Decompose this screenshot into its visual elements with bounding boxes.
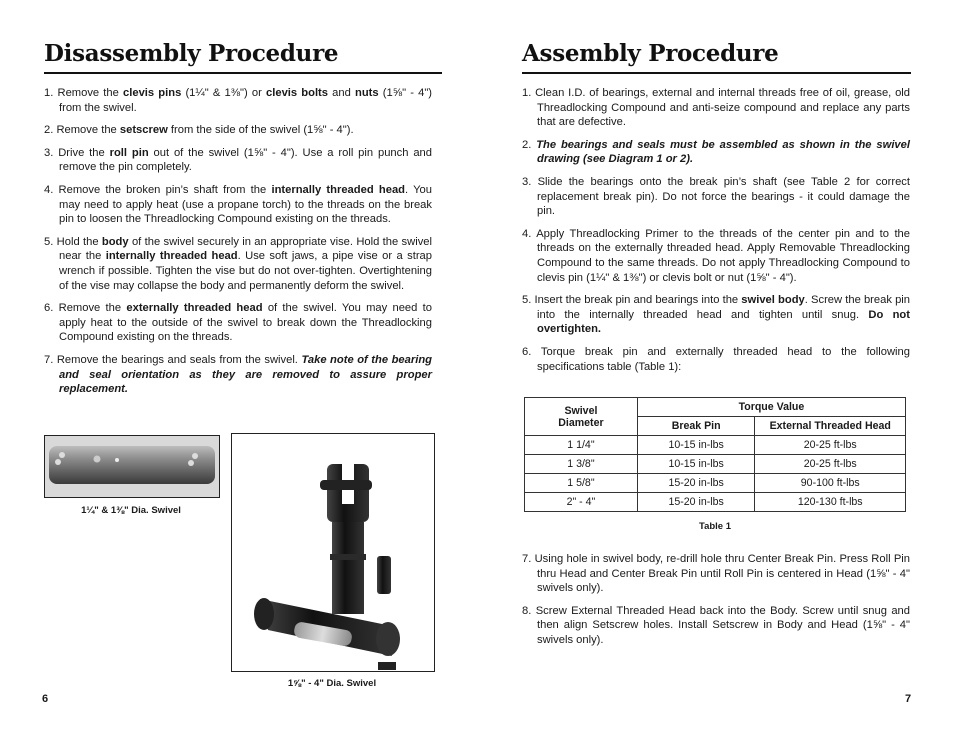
table-row <box>525 455 906 474</box>
heading-rule <box>522 72 911 74</box>
table-cell: 15-20 in-lbs <box>637 474 755 493</box>
page-number-right: 7 <box>905 693 912 705</box>
procedure-step: 7. Using hole in swivel body, re-drill hole thru Center Break Pin. Press Roll Pin thru Head and Center Break Pin until Roll Pin is centered in Head (1⅝" - 4" swivels only). <box>522 553 910 595</box>
procedure-step: 8. Screw External Threaded Head back into the Body. Screw until snug and then align Setscrew holes. Install Setscrew in Body and Head (1⅝" - 4" swivels only). <box>522 604 910 646</box>
large-swivel-photo <box>231 433 435 672</box>
table-cell: 10-15 in-lbs <box>637 436 755 455</box>
table-caption: Table 1 <box>698 521 732 532</box>
torque-table <box>524 397 906 512</box>
table-cell: 90-100 ft-lbs <box>755 474 906 493</box>
disassembly-steps <box>44 86 432 405</box>
table-row <box>525 474 906 493</box>
page-number-left: 6 <box>42 693 49 705</box>
procedure-step: 5. Insert the break pin and bearings into the swivel body. Screw the break pin into the internally threaded head and tighten until snug. Do not overtighten. <box>522 294 911 336</box>
procedure-step: 3. Slide the bearings onto the break pin’s shaft (see Table 2 for correct replacement break pin). Do not force the bearings - it could damage the pin. <box>522 175 910 218</box>
table-cell: 2" - 4" <box>525 493 638 512</box>
table-cell: 20-25 ft-lbs <box>755 436 906 455</box>
assembly-steps <box>522 86 910 382</box>
heading-rule <box>44 72 442 74</box>
procedure-step: 2. Remove the setscrew from the side of the swivel (1⅝" - 4"). <box>44 124 354 137</box>
table-cell: 1 3/8" <box>525 455 638 474</box>
procedure-step: 4. Apply Threadlocking Primer to the threads of the center pin and to the threads on the externally threaded head. Apply Removable Threadlocking Compound to the same threads. Do not apply Threadlocking Compound to clevis pin (1¼" & 1⅜") or clevis bolt or nut (1⅝" - 4"). <box>522 227 910 284</box>
table-row <box>525 436 906 455</box>
procedure-step: 3. Drive the roll pin out of the swivel (1⅝" - 4"). Use a roll pin punch and remove the pin completely. <box>44 146 432 174</box>
table-cell: 15-20 in-lbs <box>637 493 755 512</box>
header-external-threaded-head: External Threaded Head <box>755 417 906 436</box>
procedure-step: 6. Remove the externally threaded head of the swivel. You may need to apply heat to the outside of the swivel to break down the Threadlocking Compound existing on the threads. <box>44 302 432 344</box>
header-torque-value: Torque Value <box>637 398 905 417</box>
procedure-step: 7. Remove the bearings and seals from the swivel. Take note of the bearing and seal orientation as they are removed to assure proper replacement. <box>44 353 432 396</box>
procedure-step: 1. Clean I.D. of bearings, external and internal threads free of oil, grease, old Threadlocking Compound and anti-seize compound and replace any parts that are defective. <box>522 87 910 129</box>
table-row <box>525 493 906 512</box>
table-cell: 120-130 ft-lbs <box>755 493 906 512</box>
large-swivel-caption: 1⅝" - 4" Dia. Swivel <box>287 678 377 689</box>
left-page <box>44 0 432 738</box>
torque-table-body <box>525 436 906 512</box>
table-cell: 1 1/4" <box>525 436 638 455</box>
assembly-steps-continued <box>522 552 910 656</box>
procedure-step: 5. Hold the body of the swivel securely in an appropriate vise. Hold the swivel near the internally threaded head. Use soft jaws, a pipe vise or a strap wrench if possible. Tighten the vise but do not over-tighten. Overtightening of the vise may collapse the body and permanently deform the swivel. <box>44 235 433 292</box>
header-swivel-diameter: Swivel Diameter <box>525 398 638 436</box>
table-cell: 20-25 ft-lbs <box>755 455 906 474</box>
header-break-pin: Break Pin <box>637 417 755 436</box>
procedure-step: 2. The bearings and seals must be assembled as shown in the swivel drawing (see Diagram 1 or 2). <box>522 138 910 166</box>
right-page <box>522 0 910 738</box>
table-cell: 10-15 in-lbs <box>637 455 755 474</box>
disassembly-heading: Disassembly Procedure <box>44 40 339 67</box>
procedure-step: 1. Remove the clevis pins (1¼" & 1⅜") or clevis bolts and nuts (1⅝" - 4") from the swivel. <box>44 87 433 114</box>
assembly-heading: Assembly Procedure <box>522 40 779 67</box>
small-swivel-caption: 1¼" & 1⅜" Dia. Swivel <box>81 505 181 516</box>
small-swivel-photo <box>44 435 220 498</box>
procedure-step: 6. Torque break pin and externally threaded head to the following specifications table (Table 1): <box>522 345 910 373</box>
table-cell: 1 5/8" <box>525 474 638 493</box>
procedure-step: 4. Remove the broken pin’s shaft from the internally threaded head. You may need to apply heat (use a propane torch) to the threads on the break pin to loosen the Threadlocking Compound existing on the threads. <box>44 183 432 226</box>
